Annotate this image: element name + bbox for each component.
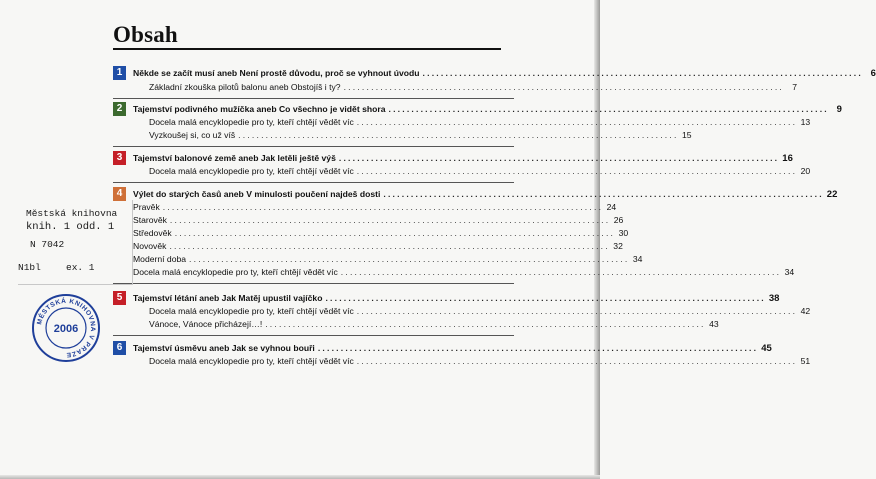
- chapter-title-row[interactable]: [133, 342, 772, 354]
- leader-dots: ................................................................................................: [169, 241, 610, 251]
- leader-dots: ................................................................................................: [343, 82, 784, 92]
- page-number: 34: [784, 267, 795, 277]
- page-number: 45: [761, 343, 772, 354]
- chapter-title-row[interactable]: [133, 103, 842, 115]
- entry-title: Vánoce, Vánoce přicházejí…!: [149, 319, 263, 329]
- toc-entry[interactable]: [149, 318, 719, 330]
- chapter-title-row[interactable]: [133, 292, 780, 304]
- chapter-title: Tajemství úsměvu aneb Jak se vyhnou bouři: [133, 343, 315, 353]
- toc-entry[interactable]: [133, 201, 617, 213]
- page-number: 7: [792, 82, 797, 92]
- entry-title: Docela malá encyklopedie pro ty, kteří chtějí vědět víc: [149, 117, 354, 127]
- leader-dots: ................................................................................................: [174, 228, 616, 238]
- leader-dots: ................................................................................................: [162, 202, 604, 212]
- toc-entry[interactable]: [133, 266, 795, 278]
- stamp-copy: ex. 1: [66, 262, 95, 273]
- page-title: Obsah: [113, 22, 178, 47]
- page-number: 9: [836, 104, 842, 115]
- entry-title: Docela malá encyklopedie pro ty, kteří chtějí vědět víc: [133, 267, 338, 277]
- leader-dots: ................................................................................................: [340, 267, 782, 277]
- leader-dots: ................................................................................................: [169, 215, 611, 225]
- stamp-signature: N1bl: [18, 262, 41, 273]
- toc-entry[interactable]: [133, 227, 629, 239]
- chapter-rule: [113, 182, 514, 183]
- leader-dots: ................................................................................................: [356, 117, 798, 127]
- chapter-number-badge: 1: [113, 66, 126, 80]
- page-number: 24: [606, 202, 617, 212]
- page-number: 22: [826, 189, 838, 200]
- chapter-number-badge: 4: [113, 187, 126, 201]
- title-rule: [113, 48, 501, 50]
- stamp-department: knih. 1 odd. 1: [26, 221, 115, 233]
- chapter-title: Někde se začít musí aneb Není prostě důvodu, proč se vyhnout úvodu: [133, 68, 420, 78]
- toc-entry[interactable]: [149, 129, 692, 141]
- toc-entry[interactable]: [133, 214, 624, 226]
- entry-title: Docela malá encyklopedie pro ty, kteří chtějí vědět víc: [149, 306, 354, 316]
- leader-dots: ................................................................................................: [238, 130, 679, 140]
- leader-dots: ................................................................................................: [383, 189, 824, 199]
- chapter-title-row[interactable]: [133, 67, 876, 79]
- entry-title: Základní zkouška pilotů balonu aneb Obstojíš i ty?: [149, 82, 341, 92]
- library-seal: [30, 292, 102, 364]
- svg-text:MĚSTSKÁ KNIHOVNA V PRAZE: MĚSTSKÁ KNIHOVNA V PRAZE: [36, 297, 97, 359]
- chapter-title: Tajemství létání aneb Jak Matěj upustil vajíčko: [133, 293, 323, 303]
- leader-dots: ................................................................................................: [422, 68, 863, 78]
- entry-title: Novověk: [133, 241, 167, 251]
- chapter-rule: [113, 98, 514, 99]
- toc-entry[interactable]: [133, 240, 623, 252]
- chapter-number-badge: 5: [113, 291, 126, 305]
- page-number: 16: [782, 153, 793, 164]
- toc-entry[interactable]: [149, 355, 811, 367]
- chapter-number-badge: 6: [113, 341, 126, 355]
- leader-dots: ................................................................................................: [356, 166, 798, 176]
- leader-dots: ................................................................................................: [338, 153, 780, 163]
- page-number: 30: [618, 228, 629, 238]
- chapter-title-row[interactable]: [133, 152, 793, 164]
- page-number: 51: [800, 356, 811, 366]
- chapter-title: Tajemství balonové země aneb Jak letěli ještě výš: [133, 153, 336, 163]
- toc-entry[interactable]: [133, 253, 643, 265]
- entry-title: Vyzkoušej si, co už víš: [149, 130, 236, 140]
- page-number: 6: [870, 68, 876, 79]
- entry-title: Starověk: [133, 215, 167, 225]
- chapter-number-badge: 3: [113, 151, 126, 165]
- chapter-rule: [113, 146, 514, 147]
- page-number: 34: [632, 254, 643, 264]
- page-edge-bottom: [0, 475, 600, 479]
- chapter-title: Výlet do starých časů aneb V minulosti poučení najdeš dosti: [133, 189, 381, 199]
- leader-dots: ................................................................................................: [356, 306, 798, 316]
- leader-dots: ................................................................................................: [189, 254, 630, 264]
- leader-dots: ................................................................................................: [317, 343, 759, 353]
- page-number: 15: [682, 130, 692, 140]
- page-number: 42: [800, 306, 811, 316]
- page-number: 32: [613, 241, 623, 251]
- entry-title: Pravěk: [133, 202, 160, 212]
- page-number: 26: [613, 215, 624, 225]
- page-number: 43: [709, 319, 719, 329]
- entry-title: Moderní doba: [133, 254, 187, 264]
- toc-entry[interactable]: [149, 116, 811, 128]
- entry-title: Docela malá encyklopedie pro ty, kteří chtějí vědět víc: [149, 356, 354, 366]
- page-number: 13: [800, 117, 811, 127]
- page-number: 20: [800, 166, 811, 176]
- chapter-rule: [113, 283, 514, 284]
- leader-dots: ................................................................................................: [325, 293, 766, 303]
- entry-title: Docela malá encyklopedie pro ty, kteří chtějí vědět víc: [149, 166, 354, 176]
- stamp-library-name: Městská knihovna: [26, 208, 118, 219]
- toc-entry[interactable]: [149, 165, 811, 177]
- leader-dots: ................................................................................................: [265, 319, 706, 329]
- chapter-title-row[interactable]: [133, 188, 838, 200]
- chapter-number-badge: 2: [113, 102, 126, 116]
- chapter-rule: [113, 335, 514, 336]
- leader-dots: ................................................................................................: [388, 104, 829, 114]
- entry-title: Středověk: [133, 228, 172, 238]
- toc-entry[interactable]: [149, 81, 797, 93]
- toc-entry[interactable]: [149, 305, 811, 317]
- stamp-inventory-number: N 7042: [30, 239, 65, 250]
- leader-dots: ................................................................................................: [356, 356, 798, 366]
- svg-text:2006: 2006: [53, 323, 79, 335]
- page-number: 38: [768, 293, 780, 304]
- chapter-title: Tajemství podivného mužíčka aneb Co všechno je vidět shora: [133, 104, 386, 114]
